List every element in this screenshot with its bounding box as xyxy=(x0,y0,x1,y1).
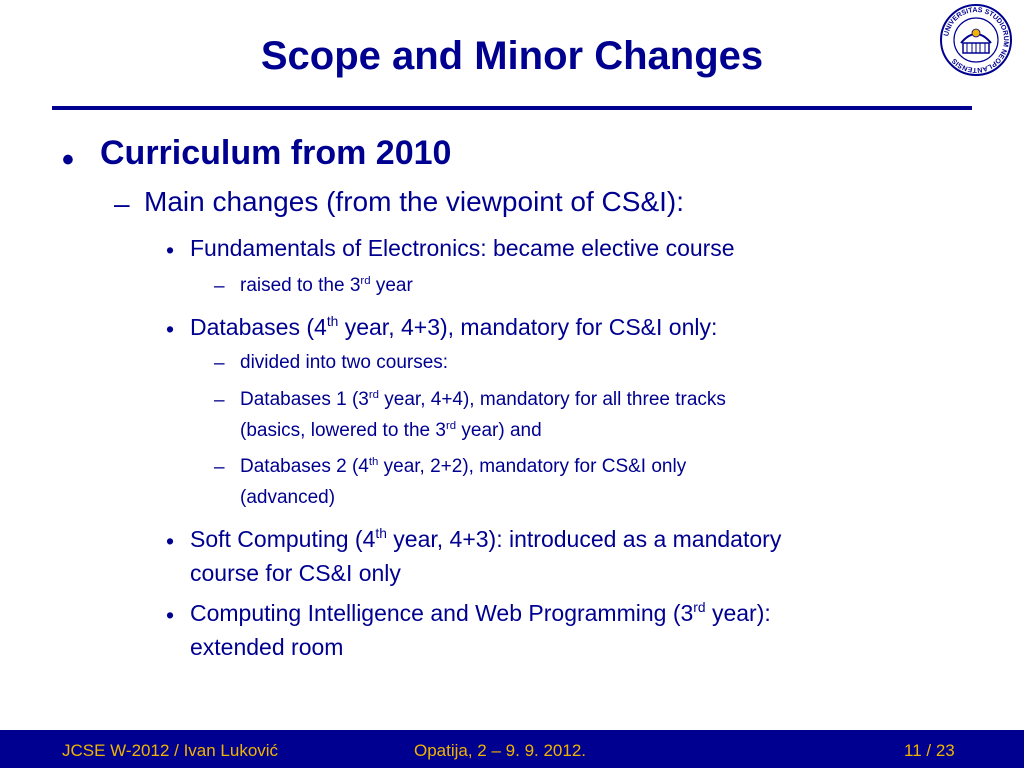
dash-marker: – xyxy=(214,353,225,374)
sub-main-changes: Main changes (from the viewpoint of CS&I): xyxy=(144,186,685,217)
slide-footer xyxy=(0,730,1024,768)
footer-page-number: 11 / 23 xyxy=(904,741,955,760)
item-db-divided: divided into two courses: xyxy=(240,352,449,373)
footer-event: Opatija, 2 – 9. 9. 2012. xyxy=(414,741,587,760)
bullet-dot: • xyxy=(166,528,175,554)
slide-title: Scope and Minor Changes xyxy=(260,34,764,78)
bullet-dot: • xyxy=(166,602,175,628)
dash-marker: – xyxy=(214,390,225,411)
item-db2-line1: Databases 2 (4th year, 2+2), mandatory for CS&I only xyxy=(240,455,687,477)
bullet-dot: • xyxy=(166,316,175,342)
item-db2-line2: (advanced) xyxy=(240,487,336,508)
item-soft-computing-line2: course for CS&I only xyxy=(190,560,401,586)
item-computing-intelligence-line1: Computing Intelligence and Web Programming (3rd year): xyxy=(190,600,771,626)
footer-author: JCSE W-2012 / Ivan Luković xyxy=(62,741,279,760)
item-db1-line1: Databases 1 (3rd year, 4+4), mandatory for all three tracks xyxy=(240,388,726,410)
item-computing-intelligence-line2: extended room xyxy=(190,634,344,660)
dash-marker: – xyxy=(214,276,225,297)
item-fundamentals-electronics: Fundamentals of Electronics: became elective course xyxy=(190,235,735,261)
dash-marker: – xyxy=(114,188,130,219)
item-fe-raised: raised to the 3rd year xyxy=(240,274,413,296)
seal-text: UNIVERSITAS STUDIORUM NEOPLANTENSIS xyxy=(943,6,1010,74)
item-databases: Databases (4th year, 4+3), mandatory for CS&I only: xyxy=(190,314,718,340)
dash-marker: – xyxy=(214,457,225,478)
bullet-dot: • xyxy=(62,141,74,179)
bullet-dot: • xyxy=(166,237,175,263)
item-soft-computing-line1: Soft Computing (4th year, 4+3): introduced as a mandatory xyxy=(190,526,782,552)
bullet-curriculum: Curriculum from 2010 xyxy=(100,134,452,172)
item-db1-line2: (basics, lowered to the 3rd year) and xyxy=(240,419,542,441)
